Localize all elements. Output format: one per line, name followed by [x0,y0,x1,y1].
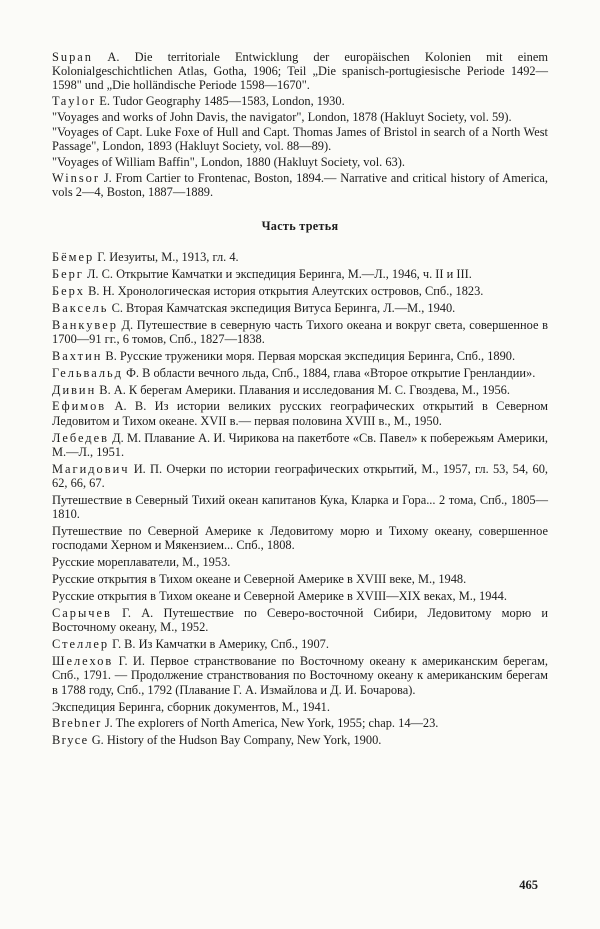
entry-text: Ф. В области вечного льда, Спб., 1884, глава «Второе открытие Гренландии». [123,365,536,380]
bib-entry-davis [52,110,548,124]
bib-entry [52,700,548,714]
entry-text: "Voyages of William Baffin", London, 1880 (Hakluyt Society, vol. 63). [52,154,405,169]
author-name: Берх [52,283,86,298]
part3-list [52,250,548,748]
entry-text: J. The explorers of North America, New York, 1955; chap. 14—23. [101,716,439,731]
entry-text: А. В. Из истории великих русских географических открытий в Северном Ледовитом и Тихом океане. XVII в.— первая половина XVIII в., М., 1950. [52,399,548,428]
entry-text: Л. С. Открытие Камчатки и экспедиция Беринга, М.—Л., 1946, ч. II и III. [83,266,472,281]
author-name: Taylor [52,94,97,108]
part2-list [52,50,548,199]
entry-text: В. А. К берегам Америки. Плавания и исследования М. С. Гвоздева, М., 1956. [96,382,510,397]
author-name: Ваксель [52,300,109,315]
author-name: Bryce [52,733,89,748]
bib-entry [52,716,548,730]
bib-entry [52,383,548,397]
bib-entry-supan [52,50,548,93]
bib-entry-taylor [52,94,548,108]
bib-entry-baffin [52,155,548,169]
bib-entry [52,637,548,651]
author-name: Бёмер [52,249,95,264]
entry-text: Г. В. Из Камчатки в Америку, Спб., 1907. [109,637,329,652]
bib-entry [52,250,548,264]
author-name: Лебедев [52,430,109,445]
bib-entry [52,462,548,491]
author-name: Сарычев [52,606,112,621]
bib-entry [52,366,548,380]
entry-text: Д. М. Плавание А. И. Чирикова на пакетботе «Св. Павел» к побережьям Америки, М.—Л., 1951. [52,430,548,459]
bib-entry [52,301,548,315]
bib-entry [52,431,548,460]
entry-text: Д. Путешествие в северную часть Тихого океана и вокруг света, совершенное в 1700—91 гг., 6 томов, Спб., 1827—1838. [52,317,548,346]
bib-entry [52,349,548,363]
bib-entry [52,654,548,697]
entry-text: С. Вторая Камчатская экспедиция Витуса Беринга, Л.—М., 1940. [108,300,456,315]
entry-text: И. П. Очерки по истории географических открытий, М., 1957, гл. 53, 54, 60, 62, 66, 67. [52,461,548,491]
author-name: Supan [52,50,93,64]
entry-text: В. Н. Хронологическая история открытия Алеутских островов, Спб., 1823. [85,283,484,298]
entry-text: Русские открытия в Тихом океане и Северной Америке в XVIII веке, М., 1948. [52,572,467,587]
entry-text: "Voyages of Capt. Luke Foxe of Hull and Capt. Thomas James of Bristol in search of a North West Passage", London, 1893 (Hakluyt Society, vol. 88—89). [52,125,548,154]
author-name: Ефимов [52,399,107,414]
entry-text: Экспедиция Беринга, сборник документов, М., 1941. [52,699,330,714]
bibliography-page [52,50,548,750]
section-title: Часть третья [261,218,339,233]
bib-entry [52,524,548,553]
bib-entry [52,267,548,281]
bib-entry [52,606,548,635]
entry-text: В. Русские труженики моря. Первая морская экспедиция Беринга, Спб., 1890. [102,348,516,363]
bib-entry [52,493,548,522]
entry-text: E. Tudor Geography 1485—1583, London, 1930. [96,94,345,108]
author-name: Гельвальд [52,365,123,380]
author-name: Берг [52,266,84,281]
entry-text: Русские мореплаватели, М., 1953. [52,555,231,570]
bib-entry [52,733,548,747]
entry-text: Путешествие в Северный Тихий океан капитанов Кука, Кларка и Гора... 2 тома, Спб., 1805—1810. [52,492,548,522]
entry-text: A. Die territoriale Entwicklung der europäischen Kolonien mit einem Kolonialgeschichtlichen Atlas, Gotha, 1906; Teil „Die spanisch-portugiesische Periode 1492—1598" und „Die holländische Periode 1598—1670". [52,50,548,93]
author-name: Ванкувер [52,317,118,332]
page-number: 465 [519,878,538,892]
author-name: Brebner [52,716,102,731]
author-name: Шелехов [52,654,114,669]
author-name: Стеллер [52,637,110,652]
author-name: Вахтин [52,348,103,363]
entry-text: G. History of the Hudson Bay Company, New York, 1900. [88,733,382,748]
author-name: Дивин [52,382,97,397]
bib-entry [52,318,548,347]
entry-text: J. From Cartier to Frontenac, Boston, 1894.— Narrative and critical history of America, vols 2—4, Boston, 1887—1889. [52,170,548,199]
bib-entry [52,284,548,298]
bib-entry [52,589,548,603]
entry-text: Г. А. Путешествие по Северо-восточной Сибири, Ледовитому морю и Восточному океану, М., 1952. [52,606,548,635]
bib-entry-foxe-james [52,125,548,153]
author-name: Магидович [52,461,130,476]
entry-text: "Voyages and works of John Davis, the navigator", London, 1878 (Hakluyt Society, vol. 59). [52,109,512,124]
bib-entry [52,399,548,428]
entry-text: Русские открытия в Тихом океане и Северной Америке в XVIII—XIX веках, М., 1944. [52,589,507,604]
author-name: Winsor [52,170,100,185]
entry-text: Г. И. Первое странствование по Восточному океану к американским берегам, Спб., 1791. — Продолжение странствования по Восточному океану к американским берегам в 1788 году, Спб., 1792 (Плавание Г. А. Измайлова и Д. И. Бочарова). [52,654,548,697]
entry-text: Путешествие по Северной Америке к Ледовитому морю и Тихому океану, совершенное господами Херном и Мякензием... Спб., 1808. [52,524,548,553]
bib-entry-winsor [52,171,548,199]
entry-text: Г. Иезуиты, М., 1913, гл. 4. [94,249,239,264]
bib-entry [52,555,548,569]
bib-entry [52,572,548,586]
